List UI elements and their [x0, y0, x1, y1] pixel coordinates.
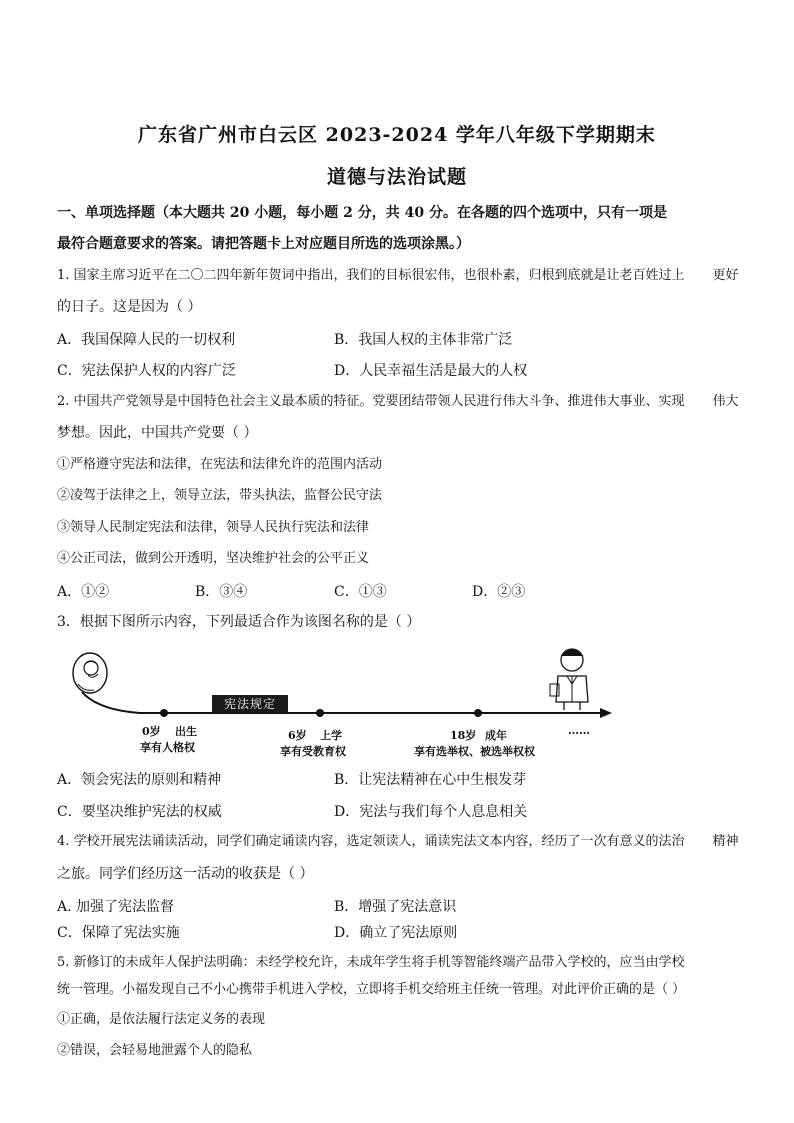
q2-statement-3: ③领导人民制定宪法和法律，领导人民执行宪法和法律 — [57, 520, 370, 535]
marker-adult — [474, 709, 482, 717]
constitution-stamp-label: 宪法规定 — [212, 695, 288, 713]
q5-statement-2: ②错误，会轻易地泄露个人的隐私 — [57, 1043, 253, 1058]
q3-option-a: A．领会宪法的原则和精神 — [57, 772, 222, 788]
q5-stem-line1: 5. 新修订的未成年人保护法明确：未经学校允许，未成年学生将手机等智能终端产品带入学校的，应当由学校 — [57, 955, 685, 970]
q1-option-d: D．人民幸福生活是最大的人权 — [334, 363, 528, 379]
constitution-rights-timeline — [60, 640, 620, 758]
milestone-adult-right: 享有选举权、被选举权权 — [414, 745, 535, 758]
q5-stem-line2: 统一管理。小福发现自己不小心携带手机进入学校，立即将手机交给班主任统一管理。对此评价正确的是（ ） — [57, 982, 686, 997]
q4-option-b: B．增强了宪法意识 — [334, 899, 457, 915]
milestone-adult-event: 成年 — [485, 729, 507, 742]
q1-option-a: A．我国保障人民的一切权利 — [57, 332, 236, 348]
q2-statement-4: ④公正司法，做到公开透明，坚决维护社会的公平正义 — [57, 551, 370, 566]
q2-stem-text: 2. 中国共产党领导是中国特色社会主义最本质的特征。党要团结带领人民进行伟大斗争、推进伟大事业、实现 — [57, 394, 685, 409]
milestone-school-right: 享有受教育权 — [280, 745, 346, 758]
baby-illustration — [73, 653, 107, 693]
milestone-adult-age: 18岁 — [450, 729, 477, 742]
q2-stem-line2: 梦想。因此，中国共产党要（ ） — [57, 425, 258, 441]
section-instruction-line1: 一、单项选择题（本大题共 20 小题，每小题 2 分，共 40 分。在各题的四个选项中，只有一项是 — [57, 205, 667, 221]
q4-stem-text: 4. 学校开展宪法诵读活动，同学们确定诵读内容，选定领读人，诵读宪法文本内容，经历了一次有意义的法治 — [57, 834, 685, 849]
q1-stem-line1 — [57, 266, 747, 286]
adult-illustration — [550, 649, 588, 710]
timeline-arrowhead — [600, 708, 612, 718]
milestone-birth-age: 0岁 — [142, 725, 161, 738]
q1-stem-tail: 更好 — [712, 268, 739, 283]
q3-option-d: D．宪法与我们每个人息息相关 — [334, 804, 528, 820]
exam-subtitle: 道德与法治试题 — [326, 166, 467, 188]
q3-option-b: B．让宪法精神在心中生根发芽 — [334, 772, 527, 788]
q3-stem: 3．根据下图所示内容，下列最适合作为该图名称的是（ ） — [57, 614, 421, 630]
q2-statement-2: ②凌驾于法律之上，领导立法，带头执法，监督公民守法 — [57, 488, 383, 503]
q1-option-b: B．我国人权的主体非常广泛 — [334, 332, 513, 348]
marker-school — [316, 709, 324, 717]
q2-option-b: B．③④ — [195, 584, 248, 600]
section-instruction-line2: 最符合题意要求的答案。请把答题卡上对应题目所选的选项涂黑。） — [57, 236, 470, 252]
milestone-school-age: 6岁 — [288, 729, 307, 742]
q2-option-c: C．①③ — [334, 584, 387, 600]
q2-option-a: A．①② — [57, 584, 110, 600]
q4-option-d: D．确立了宪法原则 — [334, 925, 458, 941]
q1-stem-text: 1. 国家主席习近平在二〇二四年新年贺词中指出，我们的目标很宏伟，也很朴素，归根到底就是让老百姓过上 — [57, 268, 685, 283]
q4-option-a: A. 加强了宪法监督 — [57, 899, 175, 915]
q2-statement-1: ①严格遵守宪法和法律，在宪法和法律允许的范围内活动 — [57, 457, 383, 472]
q5-statement-1: ①正确，是依法履行法定义务的表现 — [57, 1012, 266, 1027]
q2-stem-tail: 伟大 — [712, 394, 739, 409]
q4-stem-tail: 精神 — [712, 834, 739, 849]
milestone-birth-right: 享有人格权 — [140, 741, 195, 754]
exam-title: 广东省广州市白云区 2023-2024 学年八年级下学期期末 — [138, 124, 656, 146]
q3-option-c: C．要坚决维护宪法的权威 — [57, 804, 222, 820]
q1-stem-line2: 的日子。这是因为（ ） — [57, 299, 202, 315]
q4-option-c: C．保障了宪法实施 — [57, 925, 180, 941]
q1-option-c: C．宪法保护人权的内容广泛 — [57, 363, 236, 379]
q4-stem-line2: 之旅。同学们经历这一活动的收获是（ ） — [57, 866, 314, 882]
q4-stem-line1 — [57, 832, 747, 852]
milestone-school-event: 上学 — [320, 729, 342, 742]
timeline-curve — [82, 692, 140, 713]
milestone-birth-event: 出生 — [175, 725, 197, 738]
q2-stem-line1 — [57, 392, 747, 412]
q2-option-d: D．②③ — [472, 584, 526, 600]
timeline-ellipsis: …… — [568, 724, 590, 737]
marker-birth — [160, 709, 168, 717]
